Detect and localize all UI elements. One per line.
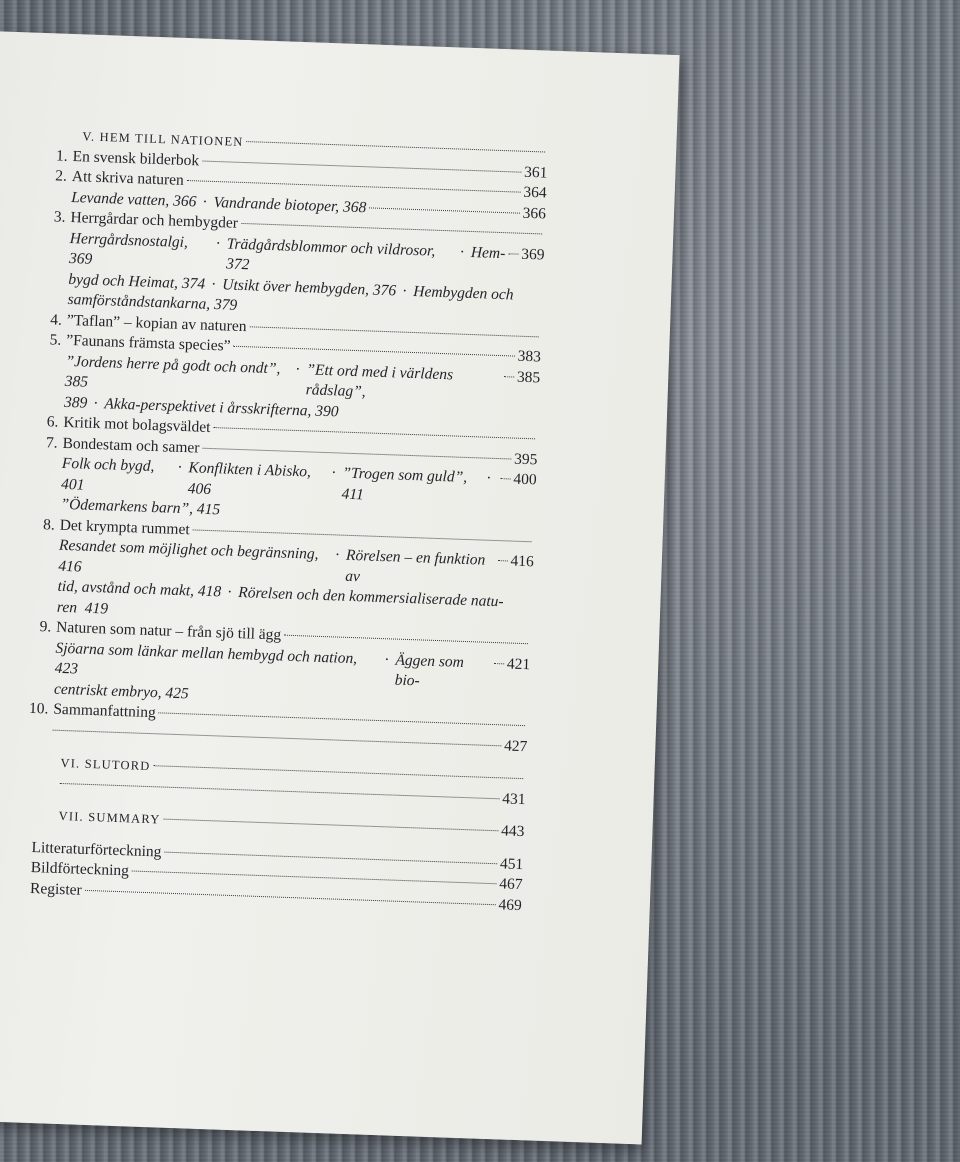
entry-page: 395 xyxy=(513,450,538,468)
subentry: Resandet som möjlighet och begränsning, 416 xyxy=(58,536,319,576)
separator: · xyxy=(202,193,208,211)
entry-page: 467 xyxy=(498,875,523,894)
separator: · xyxy=(485,469,492,487)
entry-page: 431 xyxy=(501,789,526,808)
entry-page: 400 xyxy=(513,470,537,489)
entry-title: Register xyxy=(29,879,83,899)
entry-number: 5. xyxy=(49,331,62,349)
entry-title: Naturen som natur – från sjö till ägg xyxy=(55,618,282,644)
separator: · xyxy=(330,464,337,482)
entry-page: 416 xyxy=(510,552,535,571)
entry-title: Bildförteckning xyxy=(30,858,130,880)
dot-leader xyxy=(247,141,546,152)
entry-number: 6. xyxy=(46,413,59,431)
entry-page: 427 xyxy=(503,736,528,755)
dot-leader xyxy=(498,560,508,561)
entry-title: Det krympta rummet xyxy=(59,516,191,538)
subentry: tid, avstånd och makt, 418 xyxy=(57,577,222,601)
part-title: VI. SLUTORD xyxy=(60,755,151,774)
dot-leader xyxy=(193,529,532,542)
dot-leader xyxy=(159,712,525,726)
subentry: Utsikt över hembygden, 376 xyxy=(222,275,397,299)
dot-leader xyxy=(132,871,496,885)
subentry: centriskt embryo, 425 xyxy=(53,680,190,702)
entry-page: 385 xyxy=(516,368,541,386)
entry-page: 361 xyxy=(523,163,548,182)
entry-page: 451 xyxy=(499,854,524,873)
subentry: samförståndstankarna, 379 xyxy=(67,290,238,314)
entry-number: 9. xyxy=(39,618,52,636)
entry-title: ”Faunans främsta species” xyxy=(65,331,231,355)
part-title: VII. SUMMARY xyxy=(58,808,161,827)
subentry: ”Ett ord med i världens rådslag”, xyxy=(305,360,454,401)
entry-title: Litteraturförteckning xyxy=(31,838,162,861)
entry-page: 421 xyxy=(506,654,531,673)
dot-leader xyxy=(284,635,528,645)
entry-page: 364 xyxy=(523,183,547,202)
separator: · xyxy=(459,243,466,261)
subentry: ”Trogen som guld”, 411 xyxy=(341,464,468,503)
subentry: Folk och bygd, 401 xyxy=(60,454,155,494)
subentry: bygd och Heimat, 374 xyxy=(68,270,206,293)
dot-leader xyxy=(249,326,538,337)
dot-leader xyxy=(234,346,515,357)
subentry: Rörelsen och den kommersialiserade natu- xyxy=(238,584,504,611)
book-page xyxy=(0,30,680,1144)
entry-number: 7. xyxy=(45,433,58,452)
subentry: Levande vatten, 366 xyxy=(70,188,197,210)
dot-leader xyxy=(202,160,521,172)
entry-page: 443 xyxy=(500,822,525,841)
dot-leader xyxy=(504,376,514,377)
dot-leader xyxy=(163,819,498,832)
subentry: Vandrande biotoper, 368 xyxy=(213,193,367,216)
dot-leader xyxy=(213,427,535,439)
dot-leader xyxy=(494,663,504,664)
subentry: Sjöarna som länkar mellan hembygd och nation, 423 xyxy=(54,639,358,678)
separator: · xyxy=(401,282,408,300)
entry-title: ”Taflan” – kopian av naturen xyxy=(66,311,247,335)
dot-leader xyxy=(187,180,521,193)
separator: · xyxy=(226,583,233,601)
separator: · xyxy=(295,360,301,378)
subentry: Akka-perspektivet i årsskrifterna, 390 xyxy=(104,394,339,420)
entry-page: 366 xyxy=(522,204,547,223)
separator: · xyxy=(177,458,183,477)
entry-title: Sammanfattning xyxy=(53,700,157,722)
entry-number: 8. xyxy=(42,515,56,534)
entry-title: Herrgårdar och hembygder xyxy=(70,208,239,232)
dot-leader xyxy=(500,478,510,479)
separator: · xyxy=(93,394,99,412)
table-of-contents xyxy=(22,125,549,916)
entry-title: Bondestam och samer xyxy=(62,434,200,457)
subentry: Hem- xyxy=(470,243,506,262)
separator: · xyxy=(210,275,217,293)
entry-title: En svensk bilderbok xyxy=(72,147,200,169)
entry-number: 1. xyxy=(55,146,68,165)
subentry: Rörelsen – en funktion av xyxy=(345,546,486,585)
separator: · xyxy=(215,234,222,252)
subentry: Konflikten i Abisko, 406 xyxy=(187,459,312,498)
dot-leader xyxy=(241,223,542,235)
dot-leader xyxy=(153,765,523,779)
subentry: Äggen som bio- xyxy=(394,651,465,690)
entry-page: 383 xyxy=(517,347,542,366)
entry-number: 10. xyxy=(28,699,49,718)
subentry: ren 419 xyxy=(56,598,109,618)
subentry: Trädgårdsblommor och vildrosor, 372 xyxy=(225,234,436,274)
subentry: Herrgårdsnostalgi, 369 xyxy=(68,229,189,268)
entry-number: 3. xyxy=(53,208,66,226)
subentry: ”Jordens herre på godt och ondt”, 385 xyxy=(64,352,281,391)
dot-leader xyxy=(369,207,519,213)
separator: · xyxy=(384,650,390,668)
entry-page: 369 xyxy=(520,245,545,264)
dot-leader xyxy=(164,851,497,864)
separator: · xyxy=(334,546,341,564)
part-title: V. HEM TILL NATIONEN xyxy=(82,129,244,149)
entry-page: 469 xyxy=(498,895,523,914)
entry-title: Att skriva naturen xyxy=(71,168,185,189)
dot-leader xyxy=(202,447,511,459)
subentry: Hembygden och xyxy=(413,282,514,303)
subentry: 389 xyxy=(63,393,88,412)
dot-leader xyxy=(85,889,496,904)
entry-number: 4. xyxy=(50,310,63,329)
dot-leader xyxy=(508,253,518,254)
subentry: ”Ödemarkens barn”, 415 xyxy=(60,495,221,519)
entry-number: 2. xyxy=(55,167,68,185)
entry-title: Kritik mot bolagsväldet xyxy=(63,413,211,436)
